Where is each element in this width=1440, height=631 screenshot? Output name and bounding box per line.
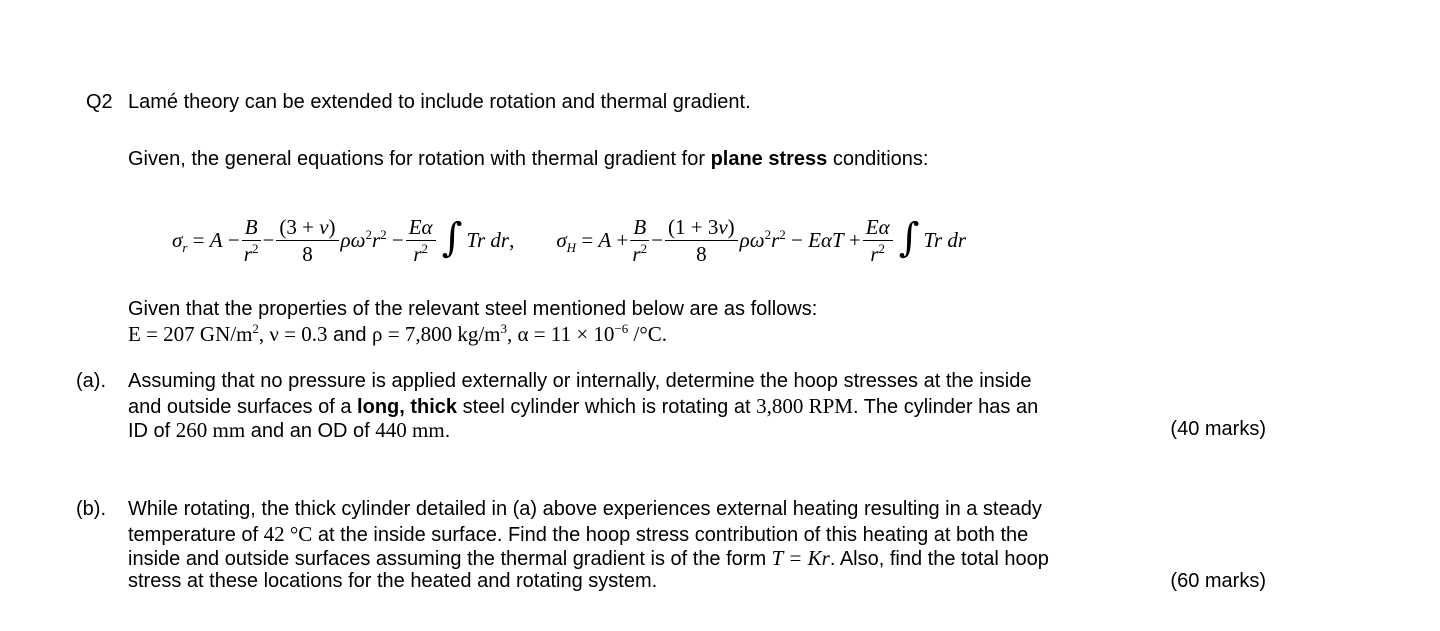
sigma-r-equation: $\sigma_r = A$ − $\frac{B}{r^2}$ − $\frac{(3 + \nu)}{8}$ $\rho\omega^2r^2$ − $\frac{E\alpha}{r^2}$ ∫ Tr dr, <box>172 214 515 266</box>
part-b-label: (b). <box>76 498 106 520</box>
part-a-label: (a). <box>76 370 106 392</box>
properties-intro: Given that the properties of the relevant steel mentioned below are as follows: <box>128 298 818 320</box>
prop-E: E = 207 $GN/m^2$, <box>128 321 270 346</box>
part-a-line1: Assuming that no pressure is applied externally or internally, determine the hoop stresses at the inside <box>128 370 1032 392</box>
sigma-h-equation: $\sigma_H = A$ + $\frac{B}{r^2}$ − $\frac{(1 + 3\nu)}{8}$ $\rho\omega^2r^2 - E\alpha T$ + $\frac{E\alpha}{r^2}$ ∫ Tr dr <box>556 214 967 266</box>
question-number: Q2 <box>86 91 113 113</box>
part-a-marks: (40 marks) <box>1170 418 1266 440</box>
given-bold: plane stress <box>710 148 828 170</box>
part-b-marks: (60 marks) <box>1170 570 1266 592</box>
prop-rho: ρ = 7,800 $kg/m^3$, <box>372 321 518 346</box>
equations <box>172 205 1272 275</box>
question-intro: Lamé theory can be extended to include rotation and thermal gradient. <box>128 91 751 113</box>
part-b-line1: While rotating, the thick cylinder detailed in (a) above experiences external heating resulting in a steady <box>128 498 1042 520</box>
part-b-line2: temperature of 42 °C at the inside surface. Find the hoop stress contribution of this heating at both the <box>128 522 1029 546</box>
prop-alpha: $\alpha = 11 \times 10^{-6}$ /°C. <box>517 321 668 346</box>
part-b-line4: stress at these locations for the heated and rotating system. <box>128 570 658 592</box>
properties-values <box>128 322 667 347</box>
given-statement <box>128 148 928 171</box>
part-b-line3: inside and outside surfaces assuming the thermal gradient is of the form T = Kr. Also, find the total hoop <box>128 546 1049 570</box>
part-a-line3: ID of 260 mm and an OD of 440 mm. <box>128 418 451 442</box>
part-a-line2: and outside surfaces of a long, thick steel cylinder which is rotating at 3,800 RPM. The cylinder has an <box>128 394 1039 418</box>
prop-and: and <box>327 324 372 346</box>
prop-nu: ν = 0.3 <box>269 322 328 346</box>
given-post: conditions: <box>827 148 929 170</box>
given-pre: Given, the general equations for rotation with thermal gradient for <box>128 148 711 170</box>
